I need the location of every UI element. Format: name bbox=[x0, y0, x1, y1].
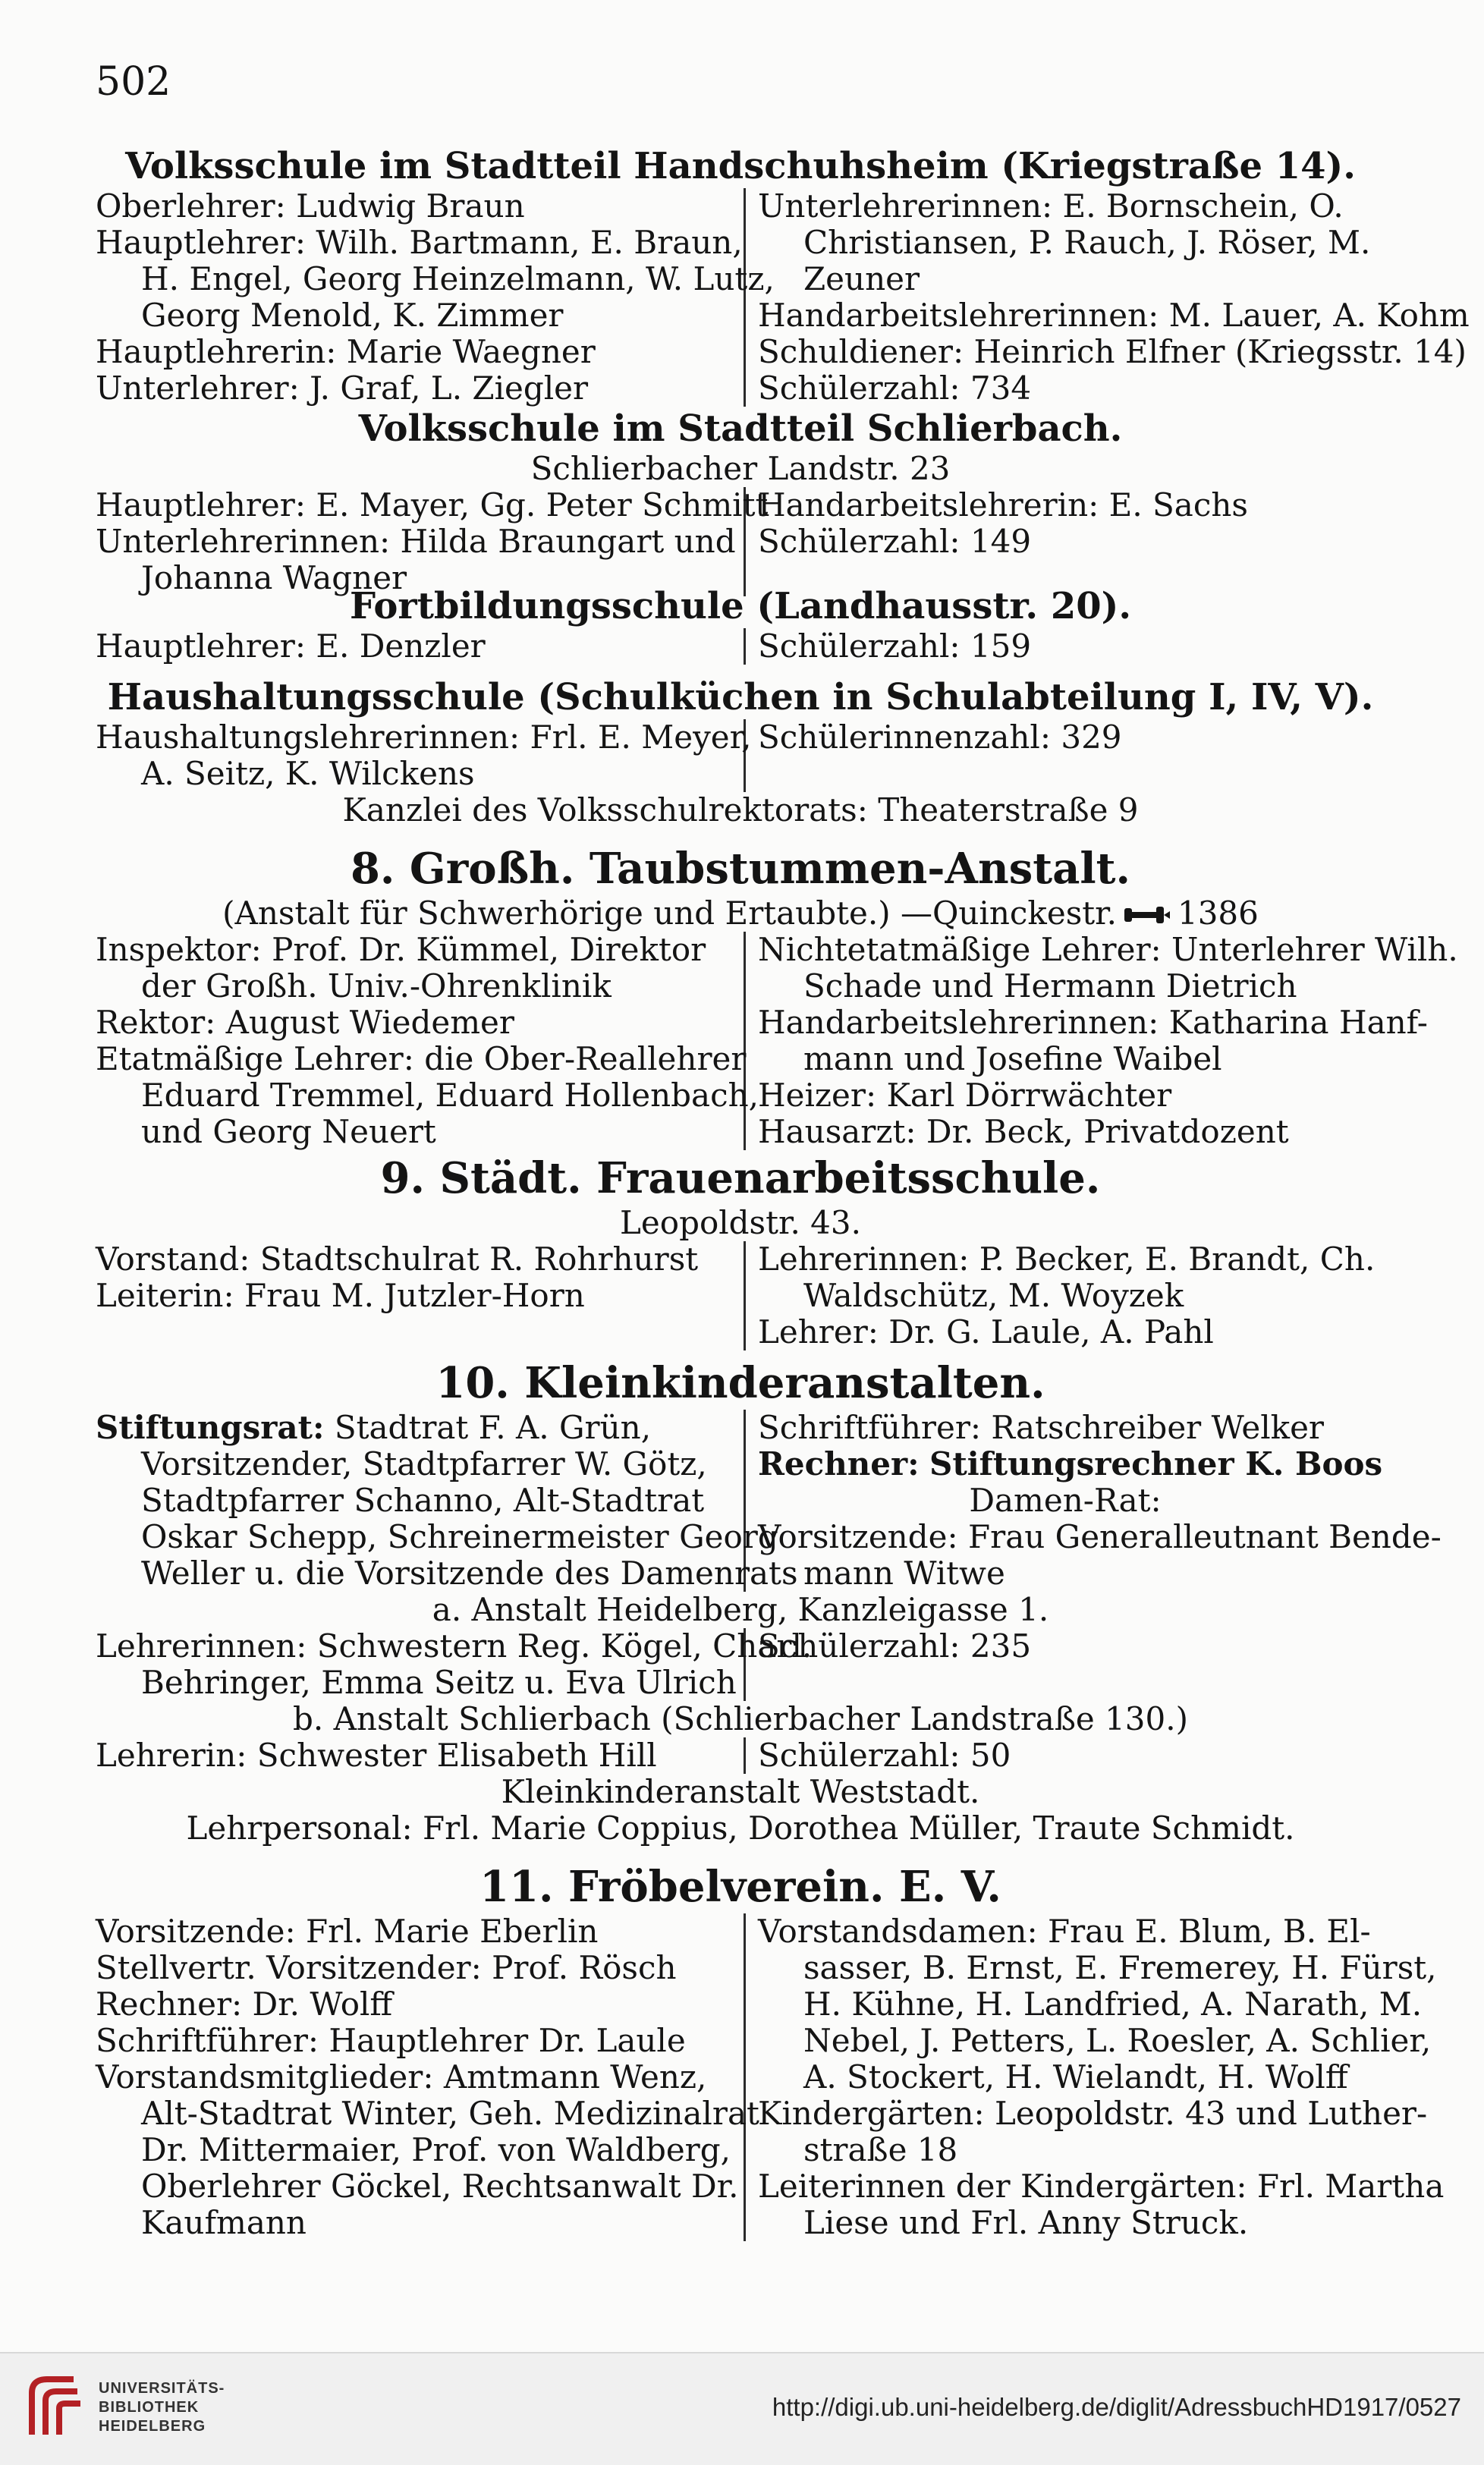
entry-line: Rektor: August Wiedemer bbox=[96, 1004, 514, 1041]
entry-line: Hausarzt: Dr. Beck, Privatdozent bbox=[758, 1113, 1289, 1150]
entry-line: Rechner: Dr. Wolff bbox=[96, 1986, 393, 2023]
library-name-line: HEIDELBERG bbox=[99, 2418, 206, 2435]
source-url-link[interactable]: http://digi.ub.uni-heidelberg.de/diglit/AdressbuchHD1917/0527 bbox=[772, 2393, 1461, 2421]
entry-line: Schülerzahl: 149 bbox=[758, 523, 1032, 560]
entry-line: Lehrerinnen: Schwestern Reg. Kögel, Charl. bbox=[96, 1627, 813, 1665]
entry-line: Leiterinnen der Kindergärten: Frl. Martha bbox=[758, 2168, 1445, 2205]
entry-line: Handarbeitslehrerinnen: Katharina Hanf- bbox=[758, 1004, 1428, 1041]
entry-line: H. Kühne, H. Landfried, A. Narath, M. bbox=[803, 1986, 1423, 2023]
entry-line: straße 18 bbox=[803, 2131, 958, 2168]
section-handschuhsheim bbox=[96, 144, 1470, 407]
entry-line: Schülerzahl: 159 bbox=[758, 627, 1032, 665]
entry-line: mann und Josefine Waibel bbox=[803, 1040, 1222, 1077]
entry-line: Schülerzahl: 235 bbox=[758, 1627, 1032, 1665]
entry-line: Hauptlehrerin: Marie Waegner bbox=[96, 333, 596, 370]
section-fortbildung bbox=[96, 584, 1385, 665]
section-title: Volksschule im Stadtteil Handschuhsheim (Kriegstraße 14). bbox=[125, 145, 1356, 187]
entry-line: Stadtpfarrer Schanno, Alt-Stadtrat bbox=[141, 1482, 705, 1519]
section-schlierbach bbox=[96, 407, 1385, 596]
entry-line: Alt-Stadtrat Winter, Geh. Medizinalrat bbox=[141, 2095, 759, 2132]
entry-line: Schriftführer: Hauptlehrer Dr. Laule bbox=[96, 2022, 686, 2059]
entry-line: Inspektor: Prof. Dr. Kümmel, Direktor bbox=[96, 931, 706, 968]
entry-line: Vorstand: Stadtschulrat R. Rohrhurst bbox=[96, 1240, 699, 1278]
entry-line: Schriftführer: Ratschreiber Welker bbox=[758, 1409, 1325, 1446]
ub-heidelberg-logo-icon bbox=[17, 2370, 93, 2446]
library-name-line: UNIVERSITÄTS- bbox=[99, 2380, 225, 2397]
section-froebel bbox=[96, 1860, 1445, 2241]
entry-line: Oskar Schepp, Schreinermeister Georg bbox=[141, 1518, 778, 1555]
phone-number: 1386 bbox=[1177, 895, 1259, 932]
telephone-icon bbox=[1123, 898, 1171, 934]
section-title: 10. Kleinkinderanstalten. bbox=[435, 1358, 1045, 1408]
entry-line: Hauptlehrer: Wilh. Bartmann, E. Braun, bbox=[96, 224, 743, 261]
section-subtitle: Schlierbacher Landstr. 23 bbox=[530, 450, 951, 487]
entry-line bbox=[758, 756, 1372, 792]
entry-line: Georg Menold, K. Zimmer bbox=[141, 297, 564, 334]
entry-line: Schade und Hermann Dietrich bbox=[803, 967, 1297, 1005]
entry-line: Kaufmann bbox=[141, 2204, 307, 2241]
entry-line: H. Engel, Georg Heinzelmann, W. Lutz, bbox=[141, 260, 775, 297]
entry-line: Weller u. die Vorsitzende des Damenrats bbox=[141, 1555, 798, 1592]
entry-line: Schülerzahl: 734 bbox=[758, 369, 1032, 407]
entry-line: Vorstandsmitglieder: Amtmann Wenz, bbox=[96, 2058, 707, 2096]
library-name bbox=[99, 2379, 225, 2436]
entry-line: Nichtetatmäßige Lehrer: Unterlehrer Wilh. bbox=[758, 931, 1458, 968]
entry-line: Stellvertr. Vorsitzender: Prof. Rösch bbox=[96, 1949, 677, 1986]
section-frauenarbeit bbox=[96, 1152, 1385, 1350]
section-title: Volksschule im Stadtteil Schlierbach. bbox=[358, 407, 1123, 450]
entry-line: Nebel, J. Petters, L. Roesler, A. Schlier, bbox=[803, 2022, 1432, 2059]
section-title: 9. Städt. Frauenarbeitsschule. bbox=[380, 1153, 1101, 1203]
entry-line: sasser, B. Ernst, E. Fremerey, H. Fürst, bbox=[803, 1949, 1437, 1986]
section-title: Fortbildungsschule (Landhausstr. 20). bbox=[349, 585, 1132, 627]
entry-line: Behringer, Emma Seitz u. Eva Ulrich bbox=[141, 1664, 737, 1701]
entry-text: Stadtrat F. A. Grün, bbox=[334, 1409, 652, 1446]
entry-text: Stiftungsrechner K. Boos bbox=[929, 1445, 1383, 1482]
subsection-title: Kleinkinderanstalt Weststadt. bbox=[501, 1773, 980, 1810]
subsection-title: a. Anstalt Heidelberg, Kanzleigasse 1. bbox=[432, 1591, 1049, 1628]
entry-line: Schuldiener: Heinrich Elfner (Kriegsstr. 14) bbox=[758, 333, 1467, 370]
entry-line: Vorsitzender, Stadtpfarrer W. Götz, bbox=[141, 1445, 707, 1482]
entry-line: Vorsitzende: Frl. Marie Eberlin bbox=[96, 1913, 599, 1950]
entry-line: Handarbeitslehrerin: E. Sachs bbox=[758, 486, 1248, 523]
entry-line: Vorstandsdamen: Frau E. Blum, B. El- bbox=[758, 1913, 1371, 1950]
entry-line: Lehrer: Dr. G. Laule, A. Pahl bbox=[758, 1313, 1214, 1350]
entry-line: und Georg Neuert bbox=[141, 1113, 436, 1150]
entry-line: Unterlehrerinnen: Hilda Braungart und bbox=[96, 523, 736, 560]
entry-line: Johanna Wagner bbox=[141, 559, 407, 596]
entry-line: Christiansen, P. Rauch, J. Röser, M. bbox=[803, 224, 1371, 261]
entry-line bbox=[758, 1665, 1372, 1701]
entry-line: Unterlehrer: J. Graf, L. Ziegler bbox=[96, 369, 589, 407]
entry-line: A. Seitz, K. Wilckens bbox=[141, 755, 475, 792]
entry-label: Stiftungsrat: bbox=[96, 1409, 325, 1446]
entry-line: mann Witwe bbox=[803, 1555, 1005, 1592]
entry-line: Damen-Rat: bbox=[969, 1482, 1162, 1519]
entry-line: Dr. Mittermaier, Prof. von Waldberg, bbox=[141, 2131, 731, 2168]
section-haushaltung bbox=[96, 675, 1385, 828]
entry-line: Vorsitzende: Frau Generalleutnant Bende- bbox=[758, 1518, 1442, 1555]
entry-line: Lehrerin: Schwester Elisabeth Hill bbox=[96, 1737, 657, 1774]
entry-line: Kindergärten: Leopoldstr. 43 und Luther- bbox=[758, 2095, 1428, 2132]
entry-line: Haushaltungslehrerinnen: Frl. E. Meyer, bbox=[96, 718, 752, 756]
entry-line: Lehrpersonal: Frl. Marie Coppius, Dorothea Müller, Traute Schmidt. bbox=[186, 1809, 1295, 1847]
entry-line: A. Stockert, H. Wielandt, H. Wolff bbox=[803, 2058, 1348, 2096]
entry-line: Unterlehrerinnen: E. Bornschein, O. bbox=[758, 187, 1344, 225]
entry-line: Etatmäßige Lehrer: die Ober-Reallehrer bbox=[96, 1040, 747, 1077]
entry-line: Hauptlehrer: E. Denzler bbox=[96, 627, 486, 665]
page-number: 502 bbox=[96, 59, 171, 105]
entry-line: der Großh. Univ.-Ohrenklinik bbox=[141, 967, 612, 1005]
subsection-title: b. Anstalt Schlierbach (Schlierbacher Landstraße 130.) bbox=[293, 1700, 1188, 1737]
entry-line: Lehrerinnen: P. Becker, E. Brandt, Ch. bbox=[758, 1240, 1376, 1278]
entry-line bbox=[758, 1445, 1383, 1482]
entry-line: Heizer: Karl Dörrwächter bbox=[758, 1077, 1172, 1114]
entry-line: Handarbeitslehrerinnen: M. Lauer, A. Kohm bbox=[758, 297, 1470, 334]
entry-label: Rechner: bbox=[758, 1445, 920, 1482]
entry-line: Schülerinnenzahl: 329 bbox=[758, 718, 1122, 756]
entry-line: Waldschütz, M. Woyzek bbox=[803, 1277, 1184, 1314]
entry-line: Liese und Frl. Anny Struck. bbox=[803, 2204, 1249, 2241]
section-note: Kanzlei des Volksschulrektorats: Theaterstraße 9 bbox=[342, 791, 1139, 828]
section-title: 8. Großh. Taubstummen-Anstalt. bbox=[350, 844, 1131, 894]
entry-line: Leiterin: Frau M. Jutzler-Horn bbox=[96, 1277, 585, 1314]
section-subtitle bbox=[96, 895, 1385, 932]
entry-line: Oberlehrer: Ludwig Braun bbox=[96, 187, 525, 225]
entry-line: Eduard Tremmel, Eduard Hollenbach, bbox=[141, 1077, 759, 1114]
entry-line: Schülerzahl: 50 bbox=[758, 1737, 1011, 1774]
section-taubstummen bbox=[96, 842, 1458, 1150]
section-title: 11. Fröbelverein. E. V. bbox=[479, 1862, 1001, 1912]
section-subtitle: Leopoldstr. 43. bbox=[620, 1204, 861, 1241]
entry-line: Hauptlehrer: E. Mayer, Gg. Peter Schmitt bbox=[96, 486, 769, 523]
entry-line: Oberlehrer Göckel, Rechtsanwalt Dr. bbox=[141, 2168, 739, 2205]
section-kleinkinder bbox=[96, 1357, 1442, 1847]
section-title: Haushaltungsschule (Schulküchen in Schulabteilung I, IV, V). bbox=[107, 676, 1374, 718]
viewer-footer bbox=[0, 2352, 1484, 2465]
entry-line: Zeuner bbox=[803, 260, 920, 297]
entry-line bbox=[96, 1410, 733, 1446]
library-name-line: BIBLIOTHEK bbox=[99, 2399, 200, 2416]
entry-line bbox=[96, 1314, 733, 1350]
section-subtitle-text: (Anstalt für Schwerhörige und Ertaubte.) —Quinckestr. bbox=[222, 895, 1117, 932]
